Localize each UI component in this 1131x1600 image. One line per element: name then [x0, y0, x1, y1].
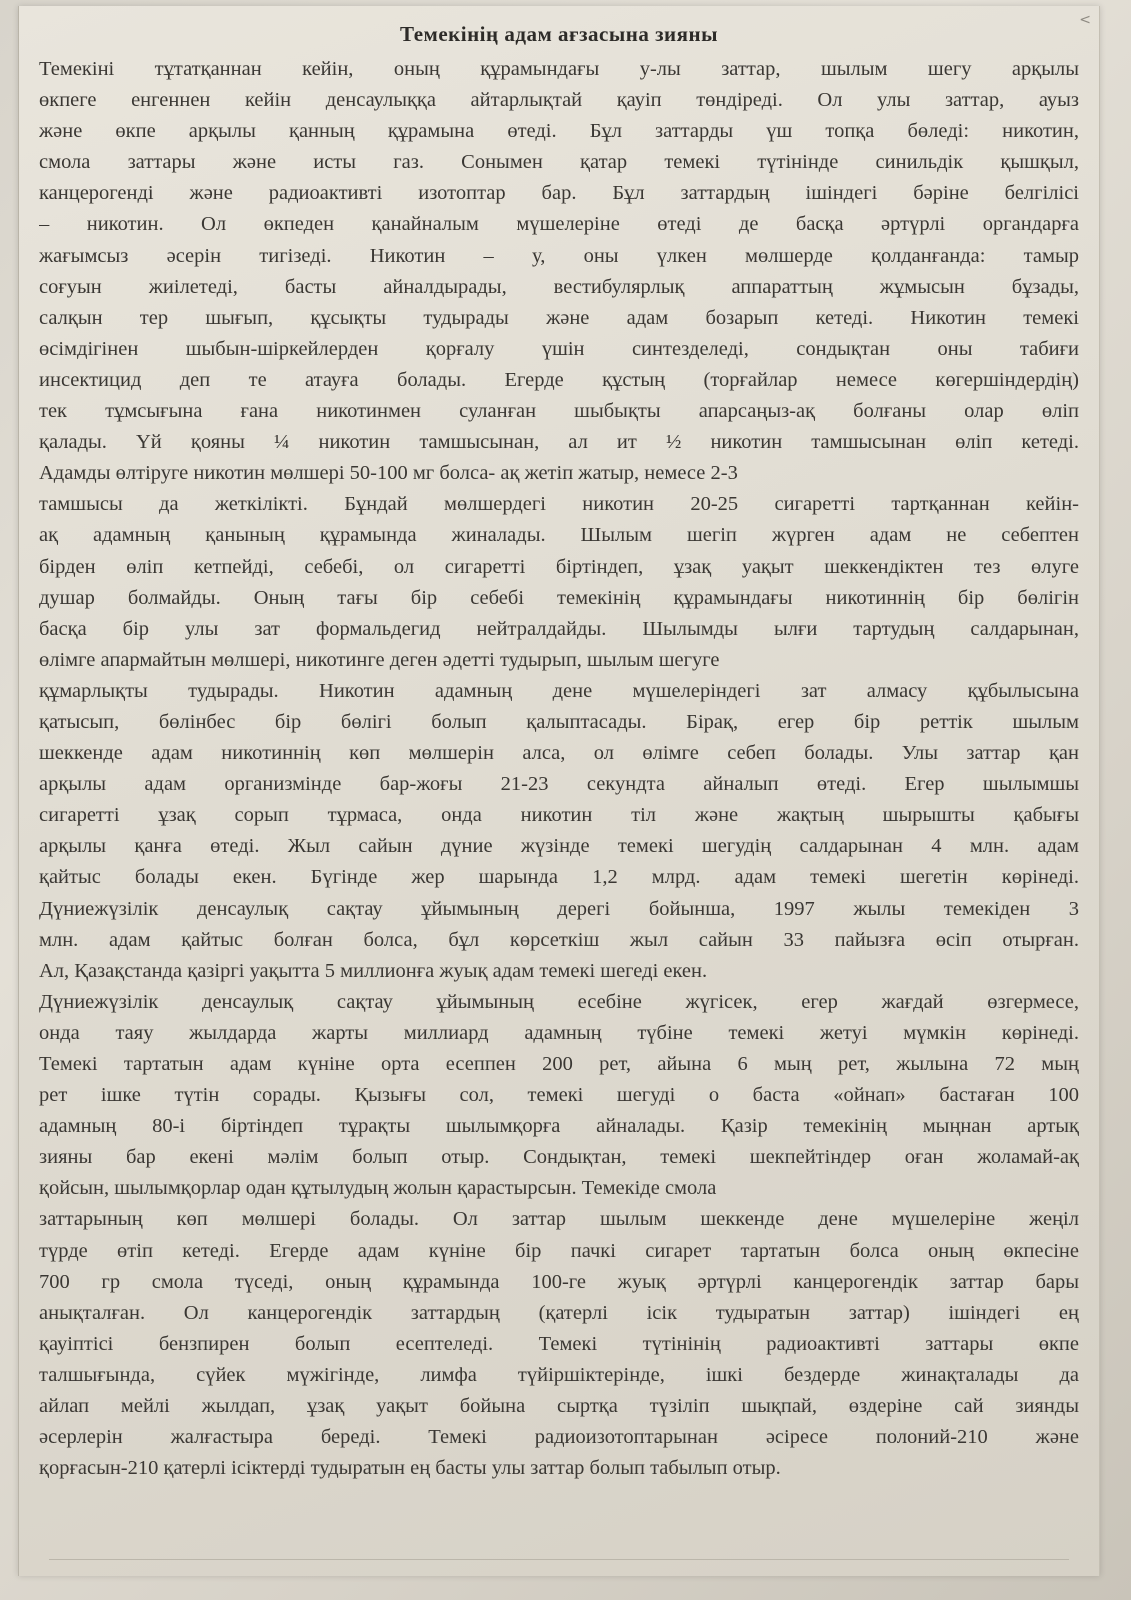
- text-line: 700 гр смола түседі, оның құрамында 100-ге жуық әртүрлі канцерогендік заттар бары: [39, 1270, 1079, 1293]
- text-line: өсімдігінен шыбын-шіркейлерден қорғалу үшін синтезделеді, сондықтан оны табиғи: [39, 337, 1079, 360]
- text-line: онда таяу жылдарда жарты миллиард адамның түбіне темекі жетуі мүмкін көрінеді.: [39, 1021, 1079, 1044]
- text-line: талшығында, сүйек мүжігінде, лимфа түйіршіктерінде, ішкі бездерде жинақталады да: [39, 1363, 1079, 1386]
- text-line: салқын тер шығып, құсықты тудырады және адам бозарып кетеді. Никотин темекі: [39, 306, 1079, 329]
- document-title: Темекінің адам ағзасына зияны: [400, 22, 718, 46]
- text-line: әсерлерін жалғастыра береді. Темекі радиоизотоптарынан әсіресе полоний-210 және: [39, 1426, 1079, 1449]
- text-line: басқа бір улы зат формальдегид нейтралдайды. Шылымды ылғи тартудың салдарынан,: [39, 617, 1079, 640]
- text-line: адамның 80-і біртіндеп тұрақты шылымқорға айналады. Қазір темекінің мыңнан артық: [39, 1115, 1079, 1138]
- text-line: қайтыс болады екен. Бүгінде жер шарында 1,2 млрд. адам темекі шегетін көрінеді.: [39, 866, 1079, 889]
- text-line: бірден өліп кетпейді, себебі, ол сигаретті біртіндеп, ұзақ уақыт шеккендіктен тез өлуге: [39, 555, 1079, 578]
- text-line: қауіптісі бензпирен болып есептеледі. Темекі түтінінің радиоактивті заттары өкпе: [39, 1332, 1079, 1355]
- body-text: [39, 54, 1079, 1484]
- text-line: қорғасын-210 қатерлі ісіктерді тудыратын ең басты улы заттар болып табылып отыр.: [39, 1457, 781, 1480]
- text-line: Темекі тартатын адам күніне орта есеппен 200 рет, айына 6 мың рет, жылына 72 мың: [39, 1053, 1079, 1075]
- text-line: млн. адам қайтыс болған болса, бұл көрсеткіш жыл сайын 33 пайызға өсіп отырған.: [39, 928, 1079, 951]
- text-line: қатысып, бөлінбес бір бөлігі болып қалыптасады. Бірақ, егер бір реттік шылым: [39, 710, 1079, 733]
- text-line: түрде өтіп кетеді. Егерде адам күніне бір пачкі сигарет тартатын болса оның өкпесіне: [39, 1239, 1079, 1262]
- text-line: соғуын жиілетеді, басты айналдырады, вестибулярлық аппараттың жұмысын бұзады,: [39, 275, 1079, 298]
- page-corner-mark: <: [1079, 12, 1091, 28]
- text-line: қалады. Үй қояны ¼ никотин тамшысынан, ал ит ½ никотин тамшысынан өліп кетеді.: [39, 431, 1079, 454]
- document-page: [18, 6, 1100, 1576]
- text-line: тамшысы да жеткілікті. Бұндай мөлшердегі никотин 20-25 сигаретті тартқаннан кейін-: [39, 493, 1079, 516]
- text-line: шеккенде адам никотиннің көп мөлшерін алса, ол өлімге себеп болады. Улы заттар қан: [39, 742, 1079, 765]
- text-line: душар болмайды. Оның тағы бір себебі темекінің құрамындағы никотиннің бір бөлігін: [39, 586, 1079, 609]
- text-line: инсектицид деп те атауға болады. Егерде құстың (торғайлар немесе көгершіндердің): [39, 368, 1079, 391]
- text-line: Дүниежүзілік денсаулық сақтау ұйымының дерегі бойынша, 1997 жылы темекіден 3: [39, 897, 1079, 920]
- text-line: жағымсыз әсерін тигізеді. Никотин – у, оны үлкен мөлшерде қолданғанда: тамыр: [39, 244, 1079, 267]
- text-line: Темекіні тұтатқаннан кейін, оның құрамындағы у-лы заттар, шылым шегу арқылы: [39, 58, 1079, 80]
- text-line: Дүниежүзілік денсаулық сақтау ұйымының есебіне жүгісек, егер жағдай өзгермесе,: [39, 990, 1079, 1013]
- text-line: және өкпе арқылы қанның құрамына өтеді. Бұл заттарды үш топқа бөледі: никотин,: [39, 120, 1079, 143]
- text-line: айлап мейлі жылдап, ұзақ уақыт бойына сыртқа түзіліп шықпай, өздеріне сай зиянды: [39, 1395, 1079, 1418]
- text-line: қойсын, шылымқорлар одан құтылудың жолын қарастырсын. Темекіде смола: [39, 1177, 717, 1200]
- text-line: Ал, Қазақстанда қазіргі уақытта 5 миллионға жуық адам темекі шегеді екен.: [39, 959, 708, 982]
- text-line: құмарлықты тудырады. Никотин адамның дене мүшелеріндегі зат алмасу құбылысына: [39, 679, 1079, 702]
- text-line: – никотин. Ол өкпеден қанайналым мүшелеріне өтеді де басқа әртүрлі органдарға: [39, 213, 1079, 236]
- text-line: арқылы адам организмінде бар-жоғы 21-23 секундта айналып өтеді. Егер шылымшы: [39, 773, 1079, 796]
- text-line: смола заттары және исты газ. Сонымен қатар темекі түтінінде синильдік қышқыл,: [39, 151, 1079, 174]
- text-line: өкпеге енгеннен кейін денсаулыққа айтарлықтай қауіп төндіреді. Ол улы заттар, ауыз: [39, 89, 1079, 112]
- text-line: Адамды өлтіруге никотин мөлшері 50-100 мг болса- ақ жетіп жатыр, немесе 2-3: [39, 462, 738, 485]
- text-line: рет ішке түтін сорады. Қызығы сол, темекі шегуді о баста «ойнап» бастаған 100: [39, 1084, 1079, 1107]
- text-line: сигаретті ұзақ сорып тұрмаса, онда никотин тіл және жақтың шырышты қабығы: [39, 804, 1079, 827]
- text-line: ақ адамның қанының құрамында жиналады. Шылым шегіп жүрген адам не себептен: [39, 524, 1079, 547]
- bottom-rule: [49, 1559, 1069, 1560]
- text-line: анықталған. Ол канцерогендік заттардың (қатерлі ісік тудыратын заттар) ішіндегі ең: [39, 1301, 1079, 1324]
- text-line: арқылы қанға өтеді. Жыл сайын дүние жүзінде темекі шегудің салдарынан 4 млн. адам: [39, 835, 1079, 858]
- text-line: канцерогенді және радиоактивті изотоптар бар. Бұл заттардың ішіндегі бәріне белгілісі: [39, 182, 1079, 205]
- text-line: тек тұмсығына ғана никотинмен суланған шыбықты апарсаңыз-ақ болғаны олар өліп: [39, 400, 1079, 423]
- text-line: зияны бар екені мәлім болып отыр. Сондықтан, темекі шекпейтіндер оған жоламай-ақ: [39, 1146, 1079, 1169]
- text-line: заттарының көп мөлшері болады. Ол заттар шылым шеккенде дене мүшелеріне жеңіл: [39, 1208, 1079, 1231]
- text-line: өлімге апармайтын мөлшері, никотинге деген әдетті тудырып, шылым шегуге: [39, 648, 720, 671]
